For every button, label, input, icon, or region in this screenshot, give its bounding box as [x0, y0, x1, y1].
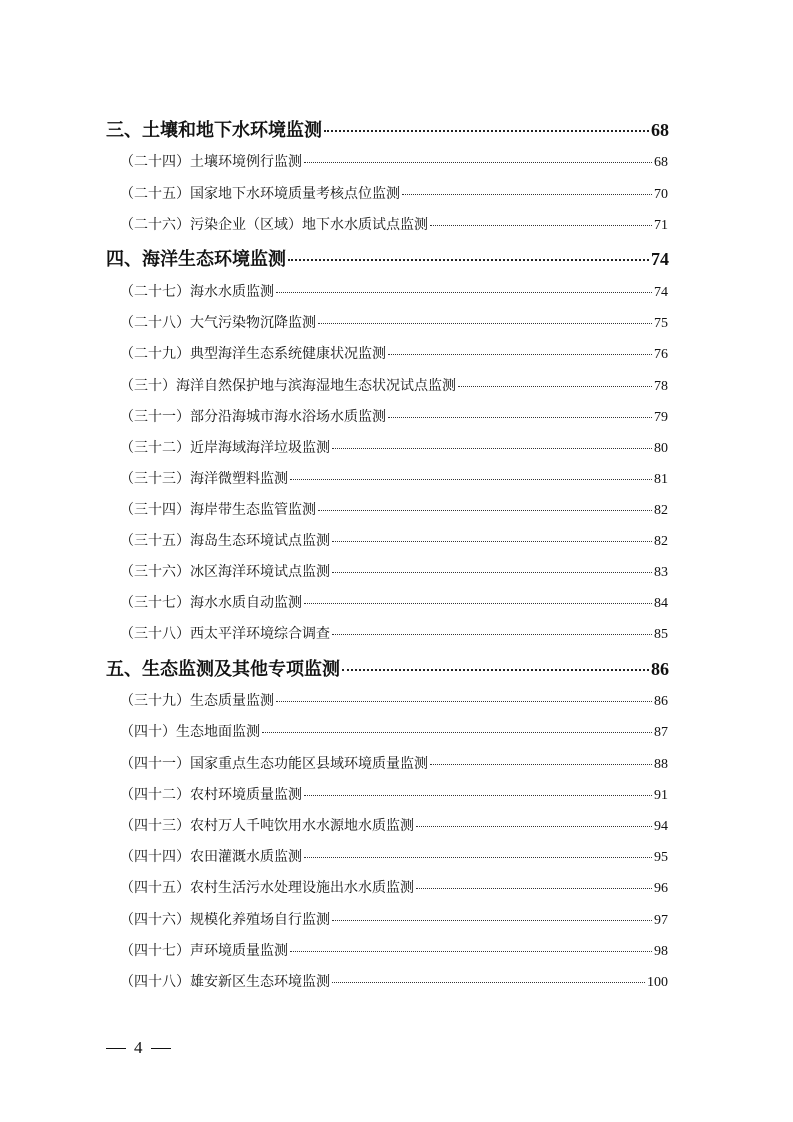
toc-dot-leader [430, 764, 652, 765]
toc-dot-leader [342, 669, 649, 671]
toc-dot-leader [332, 572, 652, 573]
toc-subsection-entry[interactable] [120, 877, 668, 897]
toc-entry-label: （三十四）海岸带生态监管监测 [120, 502, 316, 518]
toc-subsection-entry[interactable] [120, 281, 668, 301]
toc-entry-page-number: 95 [654, 850, 668, 865]
toc-subsection-entry[interactable] [120, 151, 668, 171]
toc-entry-label: （三十三）海洋微塑料监测 [120, 471, 288, 487]
toc-entry-page-number: 79 [654, 410, 668, 425]
toc-entry-page-number: 76 [654, 347, 668, 362]
toc-entry-label: （二十八）大气污染物沉降监测 [120, 315, 316, 331]
toc-subsection-entry[interactable] [120, 909, 668, 929]
toc-dot-leader [388, 354, 652, 355]
toc-entry-page-number: 86 [654, 694, 668, 709]
toc-subsection-entry[interactable] [120, 499, 668, 519]
toc-entry-label: （四十八）雄安新区生态环境监测 [120, 974, 330, 990]
toc-entry-label: （二十五）国家地下水环境质量考核点位监测 [120, 186, 400, 202]
toc-subsection-entry[interactable] [120, 468, 668, 488]
footer-dash-right [151, 1048, 171, 1049]
toc-entry-label: （三十）海洋自然保护地与滨海湿地生态状况试点监测 [120, 378, 456, 394]
toc-entry-label: （四十一）国家重点生态功能区县域环境质量监测 [120, 756, 428, 772]
toc-dot-leader [304, 795, 652, 796]
toc-subsection-entry[interactable] [120, 784, 668, 804]
footer-dash-left [106, 1048, 126, 1049]
toc-entry-page-number: 88 [654, 757, 668, 772]
toc-subsection-entry[interactable] [120, 623, 668, 643]
toc-dot-leader [332, 448, 652, 449]
toc-entry-label: （二十四）土壤环境例行监测 [120, 154, 302, 170]
toc-entry-label: 四、海洋生态环境监测 [106, 249, 286, 270]
toc-entry-label: （四十四）农田灌溉水质监测 [120, 849, 302, 865]
toc-entry-page-number: 83 [654, 565, 668, 580]
toc-subsection-entry[interactable] [120, 530, 668, 550]
toc-entry-label: （四十五）农村生活污水处理设施出水水质监测 [120, 880, 414, 896]
toc-subsection-entry[interactable] [120, 437, 668, 457]
toc-dot-leader [388, 417, 652, 418]
toc-dot-leader [430, 225, 652, 226]
toc-dot-leader [332, 920, 652, 921]
toc-entry-page-number: 74 [651, 249, 669, 269]
toc-dot-leader [304, 162, 652, 163]
toc-dot-leader [416, 826, 652, 827]
toc-entry-label: （三十六）冰区海洋环境试点监测 [120, 564, 330, 580]
toc-entry-page-number: 85 [654, 627, 668, 642]
toc-entry-page-number: 74 [654, 285, 668, 300]
toc-subsection-entry[interactable] [120, 690, 668, 710]
toc-entry-label: （二十七）海水水质监测 [120, 284, 274, 300]
toc-entry-page-number: 94 [654, 819, 668, 834]
toc-dot-leader [276, 292, 652, 293]
toc-entry-label: 三、土壤和地下水环境监测 [106, 120, 322, 141]
toc-dot-leader [332, 982, 645, 983]
toc-entry-label: （四十三）农村万人千吨饮用水水源地水质监测 [120, 818, 414, 834]
toc-entry-page-number: 75 [654, 316, 668, 331]
toc-section-entry[interactable] [106, 245, 669, 271]
toc-entry-page-number: 100 [647, 975, 668, 990]
toc-entry-page-number: 91 [654, 788, 668, 803]
toc-entry-label: （三十八）西太平洋环境综合调查 [120, 626, 330, 642]
page-number: 4 [134, 1038, 143, 1057]
toc-entry-page-number: 68 [654, 155, 668, 170]
toc-entry-page-number: 68 [651, 120, 669, 140]
toc-entry-label: （三十一）部分沿海城市海水浴场水质监测 [120, 409, 386, 425]
toc-entry-page-number: 81 [654, 472, 668, 487]
toc-entry-label: （三十九）生态质量监测 [120, 693, 274, 709]
toc-entry-page-number: 84 [654, 596, 668, 611]
toc-entry-label: （三十五）海岛生态环境试点监测 [120, 533, 330, 549]
toc-subsection-entry[interactable] [120, 846, 668, 866]
toc-subsection-entry[interactable] [120, 375, 668, 395]
toc-subsection-entry[interactable] [120, 971, 668, 991]
toc-subsection-entry[interactable] [120, 592, 668, 612]
toc-dot-leader [318, 510, 652, 511]
toc-dot-leader [458, 386, 652, 387]
toc-subsection-entry[interactable] [120, 343, 668, 363]
toc-entry-page-number: 96 [654, 881, 668, 896]
toc-entry-page-number: 71 [654, 218, 668, 233]
toc-subsection-entry[interactable] [120, 214, 668, 234]
toc-entry-label: （四十）生态地面监测 [120, 724, 260, 740]
toc-subsection-entry[interactable] [120, 940, 668, 960]
toc-dot-leader [332, 634, 652, 635]
toc-entry-page-number: 82 [654, 503, 668, 518]
toc-dot-leader [416, 888, 652, 889]
toc-dot-leader [290, 951, 652, 952]
toc-subsection-entry[interactable] [120, 312, 668, 332]
toc-dot-leader [324, 130, 649, 132]
toc-entry-label: （四十二）农村环境质量监测 [120, 787, 302, 803]
toc-entry-page-number: 80 [654, 441, 668, 456]
toc-dot-leader [318, 323, 652, 324]
toc-subsection-entry[interactable] [120, 406, 668, 426]
toc-section-entry[interactable] [106, 116, 669, 142]
toc-entry-page-number: 98 [654, 944, 668, 959]
toc-entry-label: （三十七）海水水质自动监测 [120, 595, 302, 611]
toc-dot-leader [304, 603, 652, 604]
toc-entry-label: （二十九）典型海洋生态系统健康状况监测 [120, 346, 386, 362]
toc-subsection-entry[interactable] [120, 561, 668, 581]
toc-entry-page-number: 97 [654, 913, 668, 928]
toc-subsection-entry[interactable] [120, 183, 668, 203]
toc-entry-label: （四十六）规模化养殖场自行监测 [120, 912, 330, 928]
toc-subsection-entry[interactable] [120, 815, 668, 835]
toc-entry-label: （三十二）近岸海域海洋垃圾监测 [120, 440, 330, 456]
toc-entry-page-number: 82 [654, 534, 668, 549]
toc-subsection-entry[interactable] [120, 753, 668, 773]
toc-entry-label: 五、生态监测及其他专项监测 [106, 659, 340, 680]
toc-dot-leader [332, 541, 652, 542]
page-footer [106, 1038, 171, 1058]
toc-entry-page-number: 86 [651, 659, 669, 679]
toc-subsection-entry[interactable] [120, 721, 668, 741]
toc-entry-label: （二十六）污染企业（区域）地下水水质试点监测 [120, 217, 428, 233]
toc-dot-leader [402, 194, 652, 195]
toc-dot-leader [304, 857, 652, 858]
toc-entry-page-number: 87 [654, 725, 668, 740]
toc-entry-page-number: 70 [654, 187, 668, 202]
toc-dot-leader [290, 479, 652, 480]
toc-section-entry[interactable] [106, 655, 669, 681]
toc-entry-page-number: 78 [654, 379, 668, 394]
toc-entry-label: （四十七）声环境质量监测 [120, 943, 288, 959]
toc-dot-leader [288, 259, 649, 261]
toc-dot-leader [276, 701, 652, 702]
toc-dot-leader [262, 732, 652, 733]
